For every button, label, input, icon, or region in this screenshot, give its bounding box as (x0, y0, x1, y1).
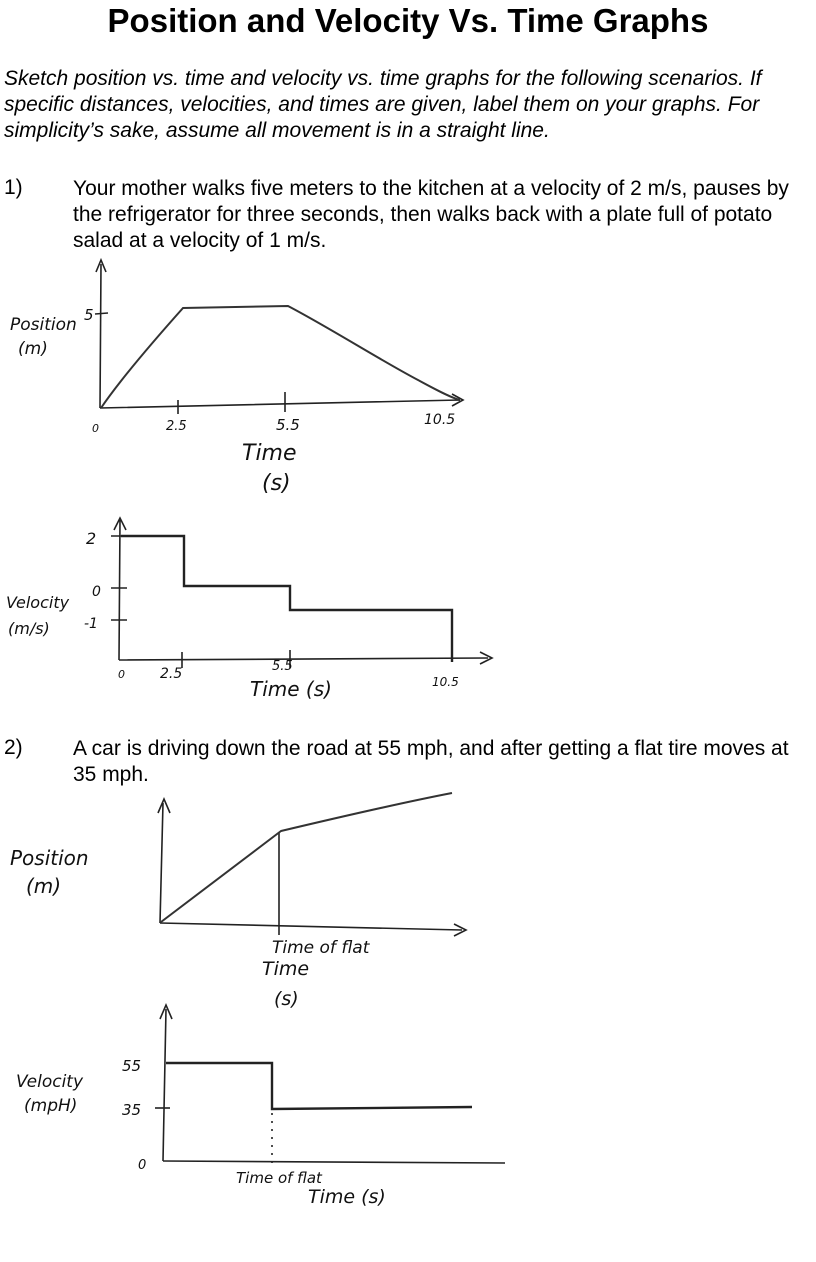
p1-vel-ylabel: Velocity (6, 593, 70, 612)
p2-vel-x-axis (163, 1161, 505, 1163)
p2-vel-xtick: Time of flat (236, 1169, 322, 1187)
problem-1-velocity-graph (0, 512, 520, 712)
p1-vel-xtick-2: 5.5 (272, 659, 293, 674)
p2-pos-y-axis (158, 799, 170, 923)
p1-pos-xlabel: Time (242, 441, 297, 466)
problem-2-text: A car is driving down the road at 55 mph, and after getting a flat tire moves at 35 mph. (73, 737, 789, 786)
problem-1-text: Your mother walks five meters to the kitchen at a velocity of 2 m/s, pauses by the refrigerator for three seconds, then walks back with a plate full of potato salad at a velocity of 1 m/s. (73, 177, 789, 252)
p1-vel-origin: 0 (118, 668, 125, 681)
p1-pos-xtick-2: 5.5 (276, 416, 300, 434)
p1-pos-curve (101, 306, 460, 408)
p2-vel-y-axis (160, 1005, 172, 1161)
p2-vel-origin: 0 (138, 1158, 147, 1173)
p1-pos-ytick: 5 (84, 306, 94, 324)
p2-pos-x-axis (160, 923, 466, 936)
p1-vel-ytick-2: 0 (92, 584, 101, 600)
p1-vel-x-axis (119, 652, 492, 664)
p2-pos-curve (161, 793, 452, 922)
p2-vel-xlabel: Time (s) (308, 1186, 386, 1208)
p2-vel-step-line (166, 1063, 472, 1109)
p1-pos-xtick-3: 10.5 (424, 412, 456, 428)
p1-vel-ytick-1: 2 (86, 529, 97, 548)
p2-pos-ylabel: Position (10, 846, 89, 870)
p1-pos-ylabel: Position (10, 315, 77, 335)
p2-vel-ylabel-unit: (mpH) (24, 1096, 78, 1116)
p1-pos-origin: 0 (92, 422, 99, 435)
p2-vel-ytick-1: 55 (122, 1057, 142, 1075)
p1-pos-y-axis (96, 260, 106, 408)
p1-vel-xlabel: Time (s) (250, 677, 332, 701)
p1-pos-ylabel-unit: (m) (18, 339, 48, 359)
p1-pos-xtick-mark (178, 392, 285, 414)
p2-vel-ytick-2: 35 (122, 1101, 142, 1119)
p1-vel-ytick-3: -1 (84, 616, 98, 632)
problem-2-position-graph (0, 795, 520, 1020)
p1-vel-step-line (121, 536, 452, 662)
problem-1-position-graph (0, 250, 520, 510)
problem-1-number: 1) (4, 176, 23, 199)
p1-pos-x-axis (100, 394, 463, 408)
p1-vel-xtick-3: 10.5 (432, 675, 459, 689)
p2-pos-ylabel-unit: (m) (26, 874, 62, 898)
p2-vel-ylabel: Velocity (16, 1072, 84, 1092)
p2-pos-xtick: Time of flat (272, 938, 370, 958)
p2-pos-xlabel: Time (262, 958, 310, 980)
p1-vel-ylabel-unit: (m/s) (8, 619, 50, 638)
p1-vel-xtick-1: 2.5 (160, 666, 183, 682)
p1-vel-y-axis (114, 518, 126, 660)
problem-2-number: 2) (4, 736, 23, 759)
p1-pos-xtick-1: 2.5 (166, 419, 187, 434)
p1-pos-ytick-mark (95, 313, 108, 314)
problem-2-velocity-graph (0, 1005, 520, 1220)
page-title: Position and Velocity Vs. Time Graphs (107, 2, 709, 39)
p1-pos-xlabel-unit: (s) (262, 471, 291, 496)
p2-pos-xlabel-unit: (s) (274, 988, 299, 1010)
instructions-text: Sketch position vs. time and velocity vs. time graphs for the following scenarios. If specific distances, velocities, and times are given, label them on your graphs. For simplicity’s sake, assume all movement is in a straight line. (4, 67, 762, 142)
